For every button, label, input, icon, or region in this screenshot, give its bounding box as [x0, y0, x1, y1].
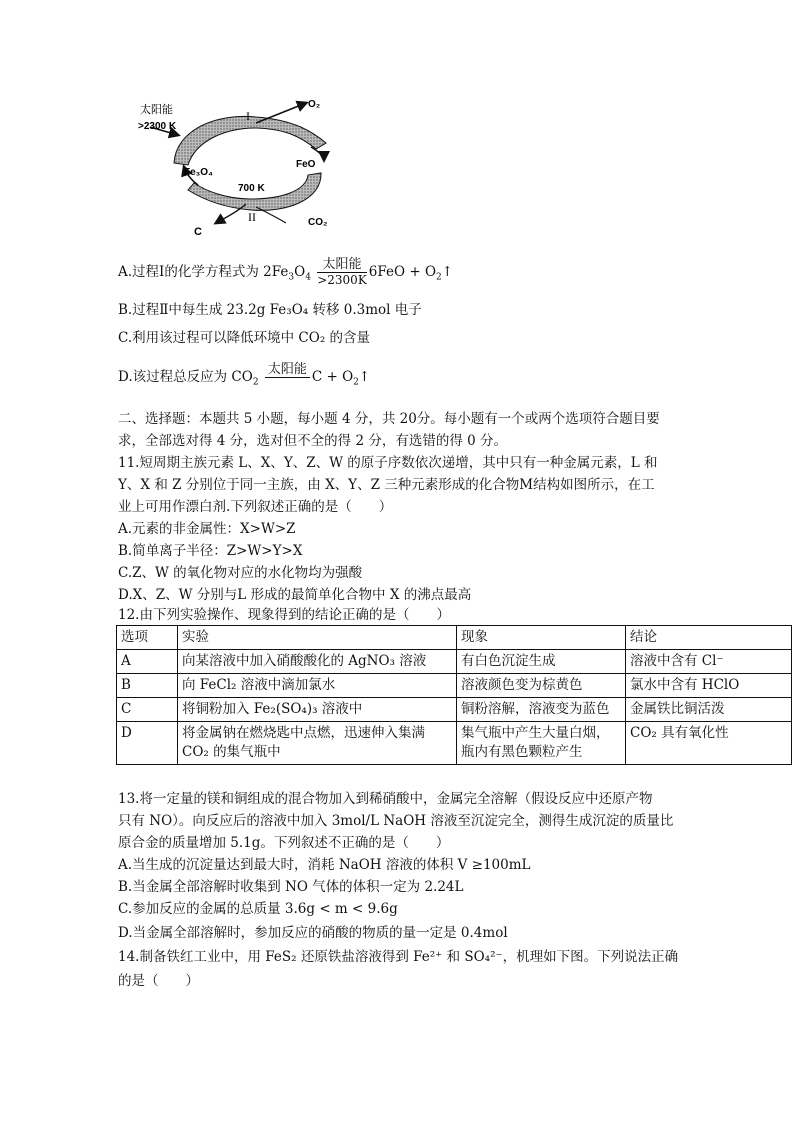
header-cell: 现象: [457, 626, 626, 650]
option-10b: B.过程Ⅱ中每生成 23.2g Fe₃O₄ 转移 0.3mol 电子: [118, 302, 422, 318]
table-cell: A: [117, 650, 178, 674]
q13-option-b: B.当金属全部溶解时收集到 NO 气体的体积一定为 2.24L: [118, 879, 464, 895]
header-cell: 实验: [178, 626, 457, 650]
q12-stem: 12.由下列实验操作、现象得到的结论正确的是（ ）: [118, 607, 450, 623]
table-row: [117, 698, 792, 722]
temp-high-label: >2300 K: [138, 121, 177, 132]
condition-top: 太阳能: [317, 257, 367, 273]
process-ii-label: II: [248, 210, 256, 224]
table-row: [117, 674, 792, 698]
c-label: C: [194, 226, 202, 238]
option-10c: C.利用该过程可以降低环境中 CO₂ 的含量: [118, 330, 371, 346]
table-cell: C: [117, 698, 178, 722]
table-row: [117, 650, 792, 674]
header-cell: 结论: [626, 626, 792, 650]
table-cell: B: [117, 674, 178, 698]
section-heading-line1: 二、选择题：本题共 5 小题，每小题 4 分，共 20分。每小题有一个或两个选项符合题目要: [118, 411, 660, 427]
q11-option-d: D.X、Z、W 分别与L 形成的最简单化合物中 X 的沸点最高: [118, 587, 472, 603]
option-10a: A.过程Ⅰ的化学方程式为 $2Fe_3O_4$ $\frac{\text{太阳能}}{>2300K}$ $6FeO + O_2↑$: [118, 257, 454, 287]
q11-option-c: C.Z、W 的氧化物对应的水化物均为强酸: [118, 565, 363, 581]
table-cell: 金属铁比铜活泼: [626, 698, 792, 722]
solar-label: 太阳能: [140, 104, 173, 116]
temp-low-label: 700 K: [238, 183, 265, 194]
q13-line: 只有 NO）。向反应后的溶液中加入 3mol/L NaOH 溶液至沉淀完全，测得生成沉淀的质量比: [118, 813, 674, 829]
co2-label: CO₂: [308, 217, 328, 228]
q11-option-b: B.简单离子半径：Z>W>Y>X: [118, 543, 303, 559]
table-cell: 将金属钠在燃烧匙中点燃，迅速伸入集满 CO₂ 的集气瓶中: [178, 722, 457, 765]
table-cell: CO₂ 具有氧化性: [626, 722, 792, 765]
q11-line: Y、X 和 Z 分别位于同一主族，由 X、Y、Z 三种元素形成的化合物M结构如图所示，在工: [118, 477, 655, 493]
q11-line: 业上可用作漂白剂.下列叙述正确的是（ ）: [118, 499, 393, 515]
table-cell: 有白色沉淀生成: [457, 650, 626, 674]
table-cell: D: [117, 722, 178, 765]
option-10d: D.该过程总反应为 $CO_2$ 太阳能 $C + O_2↑$: [118, 362, 371, 388]
header-cell: 选项: [117, 626, 178, 650]
q13-option-a: A.当生成的沉淀量达到最大时，消耗 NaOH 溶液的体积 V ≥100mL: [118, 857, 531, 873]
q11-option-a: A.元素的非金属性：X>W>Z: [118, 521, 296, 537]
table-cell: 集气瓶中产生大量白烟，瓶内有黑色颗粒产生: [457, 722, 626, 765]
process-i-label: I: [246, 109, 250, 123]
q13-option-d: D.当金属全部溶解时，参加反应的硝酸的物质的量一定是 0.4mol: [118, 925, 508, 941]
table-row: [117, 722, 792, 765]
fe3o4-cycle-diagram: [136, 95, 366, 240]
table-cell: 向 FeCl₂ 溶液中滴加氯水: [178, 674, 457, 698]
process-i-band: [174, 116, 326, 165]
q14-line: 的是（ ）: [118, 973, 199, 989]
q11-line: 11.短周期主族元素 L、X、Y、Z、W 的原子序数依次递增，其中只有一种金属元素，L 和: [118, 455, 658, 471]
table-cell: 溶液中含有 Cl⁻: [626, 650, 792, 674]
condition-bottom: >2300K: [317, 273, 367, 287]
table-cell: 将铜粉加入 Fe₂(SO₄)₃ 溶液中: [178, 698, 457, 722]
feo-label: FeO: [296, 159, 316, 170]
table-cell: 氯水中含有 HClO: [626, 674, 792, 698]
q13-line: 原合金的质量增加 5.1g。下列叙述不正确的是（ ）: [118, 835, 450, 851]
q13-line: 13.将一定量的镁和铜组成的混合物加入到稀硝酸中，金属完全溶解（假设反应中还原产物: [118, 791, 653, 807]
table-cell: 铜粉溶解，溶液变为蓝色: [457, 698, 626, 722]
section-heading-line2: 求，全部选对得 4 分，选对但不全的得 2 分，有选错的得 0 分。: [118, 433, 508, 449]
q12-table: [116, 625, 792, 765]
fe3o4-label: Fe₃O₄: [184, 167, 213, 178]
o2-label: O₂: [308, 99, 321, 110]
table-cell: 向某溶液中加入硝酸酸化的 AgNO₃ 溶液: [178, 650, 457, 674]
q13-option-c: C.参加反应的金属的总质量 3.6g < m < 9.6g: [118, 901, 398, 917]
table-cell: 溶液颜色变为棕黄色: [457, 674, 626, 698]
q14-line: 14.制备铁红工业中，用 FeS₂ 还原铁盐溶液得到 Fe²⁺ 和 SO₄²⁻，机理如下图。下列说法正确: [118, 949, 679, 965]
table-header-row: [117, 626, 792, 650]
